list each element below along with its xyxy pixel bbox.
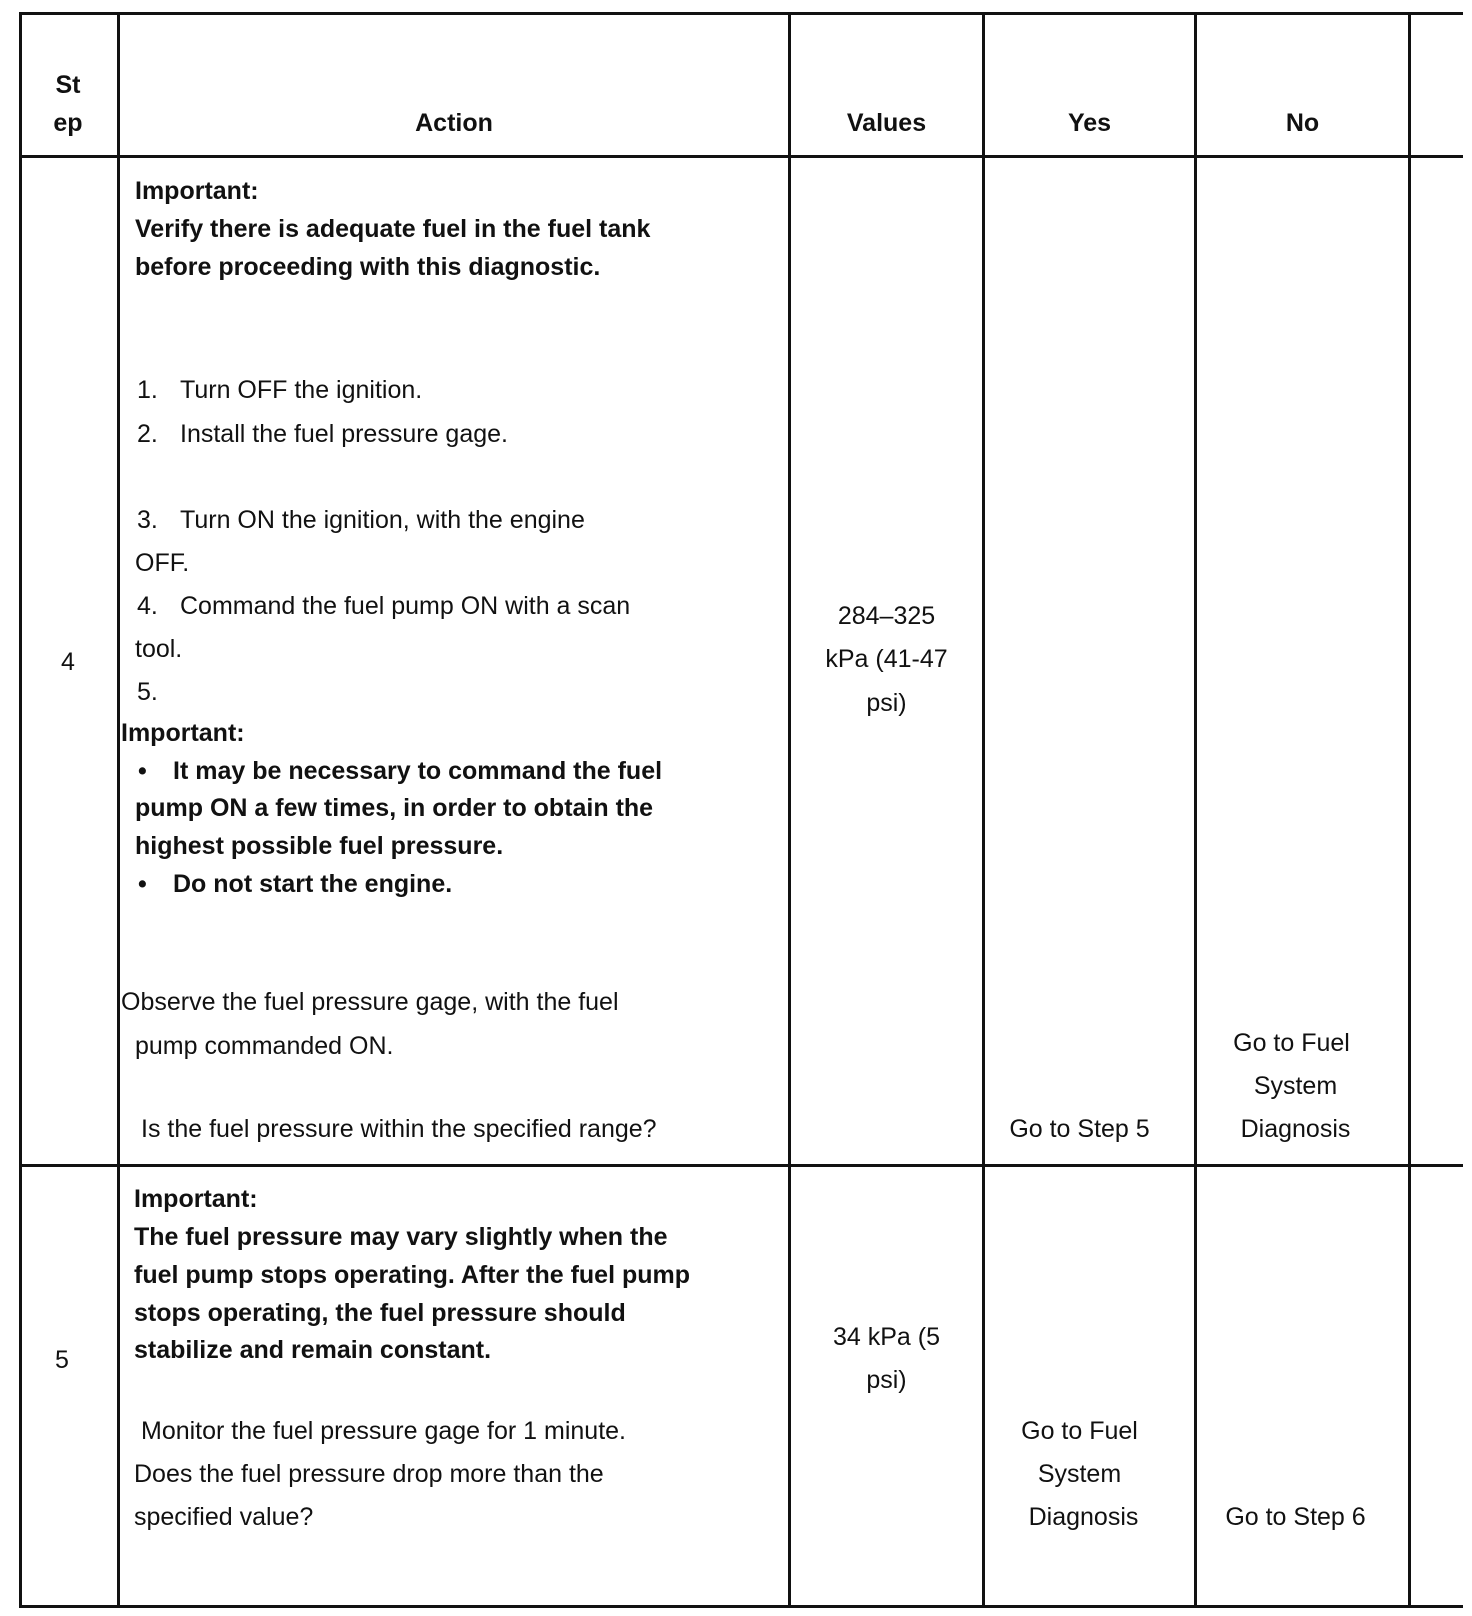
row-divider <box>19 1164 1463 1167</box>
list-item-continued: OFF. <box>135 549 190 577</box>
list-number: 4. <box>137 592 158 620</box>
bullet-text: pump ON a few times, in order to obtain the <box>135 794 654 822</box>
table-border-top <box>19 12 1463 15</box>
bullet-text: highest possible fuel pressure. <box>135 832 504 860</box>
bullet-icon: • <box>138 757 147 785</box>
no-outcome: Go to Step 6 <box>1225 1503 1366 1531</box>
header-yes: Yes <box>1067 109 1112 137</box>
value-spec: psi) <box>866 689 907 717</box>
step-number-5: 5 <box>55 1346 69 1374</box>
important-text: before proceeding with this diagnostic. <box>135 253 601 281</box>
yes-outcome: System <box>1037 1460 1122 1488</box>
no-outcome: System <box>1253 1072 1338 1100</box>
important-title: Important: <box>135 177 259 205</box>
list-number: 5. <box>137 678 158 706</box>
header-step-line2: ep <box>53 109 83 137</box>
col-divider-values <box>982 12 985 1608</box>
list-item-continued: tool. <box>135 635 183 663</box>
header-divider <box>19 155 1463 158</box>
yes-outcome: Go to Step 5 <box>1009 1115 1150 1143</box>
step-number-4: 4 <box>61 648 75 676</box>
bullet-text: It may be necessary to command the fuel <box>173 757 663 785</box>
list-number: 1. <box>137 376 158 404</box>
value-spec: 34 kPa (5 <box>832 1323 940 1351</box>
bullet-icon: • <box>138 870 147 898</box>
list-number: 2. <box>137 420 158 448</box>
question-text: Is the fuel pressure within the specified range? <box>141 1115 657 1143</box>
list-item: Command the fuel pump ON with a scan <box>180 592 631 620</box>
important-text: stabilize and remain constant. <box>134 1336 492 1364</box>
table-border-right <box>1408 12 1411 1608</box>
question-text: specified value? <box>134 1503 314 1531</box>
list-item: Turn ON the ignition, with the engine <box>180 506 585 534</box>
col-divider-step <box>117 12 120 1608</box>
important-text: Verify there is adequate fuel in the fuel tank <box>135 215 651 243</box>
header-step-line1: St <box>55 71 81 99</box>
observe-text: pump commanded ON. <box>135 1032 394 1060</box>
col-divider-yes <box>1194 12 1197 1608</box>
diagnostic-table <box>19 12 1463 1608</box>
important-text: stops operating, the fuel pressure should <box>134 1299 626 1327</box>
header-values: Values <box>846 109 927 137</box>
yes-outcome: Diagnosis <box>1028 1503 1139 1531</box>
observe-text: Observe the fuel pressure gage, with the fuel <box>121 988 619 1016</box>
value-spec: psi) <box>866 1366 907 1394</box>
important-text: The fuel pressure may vary slightly when the <box>134 1223 668 1251</box>
header-action: Action <box>415 109 493 137</box>
list-number: 3. <box>137 506 158 534</box>
list-item: Turn OFF the ignition. <box>180 376 423 404</box>
important-title: Important: <box>121 719 245 747</box>
list-item: Install the fuel pressure gage. <box>180 420 508 448</box>
monitor-text: Monitor the fuel pressure gage for 1 minute. <box>141 1417 626 1445</box>
table-border-bottom <box>19 1605 1463 1608</box>
value-spec: kPa (41-47 <box>825 645 948 673</box>
bullet-text: Do not start the engine. <box>173 870 453 898</box>
no-outcome: Go to Fuel <box>1233 1029 1350 1057</box>
yes-outcome: Go to Fuel <box>1021 1417 1138 1445</box>
important-title: Important: <box>134 1185 258 1213</box>
question-text: Does the fuel pressure drop more than the <box>134 1460 604 1488</box>
value-spec: 284–325 <box>837 602 936 630</box>
important-text: fuel pump stops operating. After the fuel pump <box>134 1261 691 1289</box>
no-outcome: Diagnosis <box>1240 1115 1351 1143</box>
header-no: No <box>1285 109 1320 137</box>
